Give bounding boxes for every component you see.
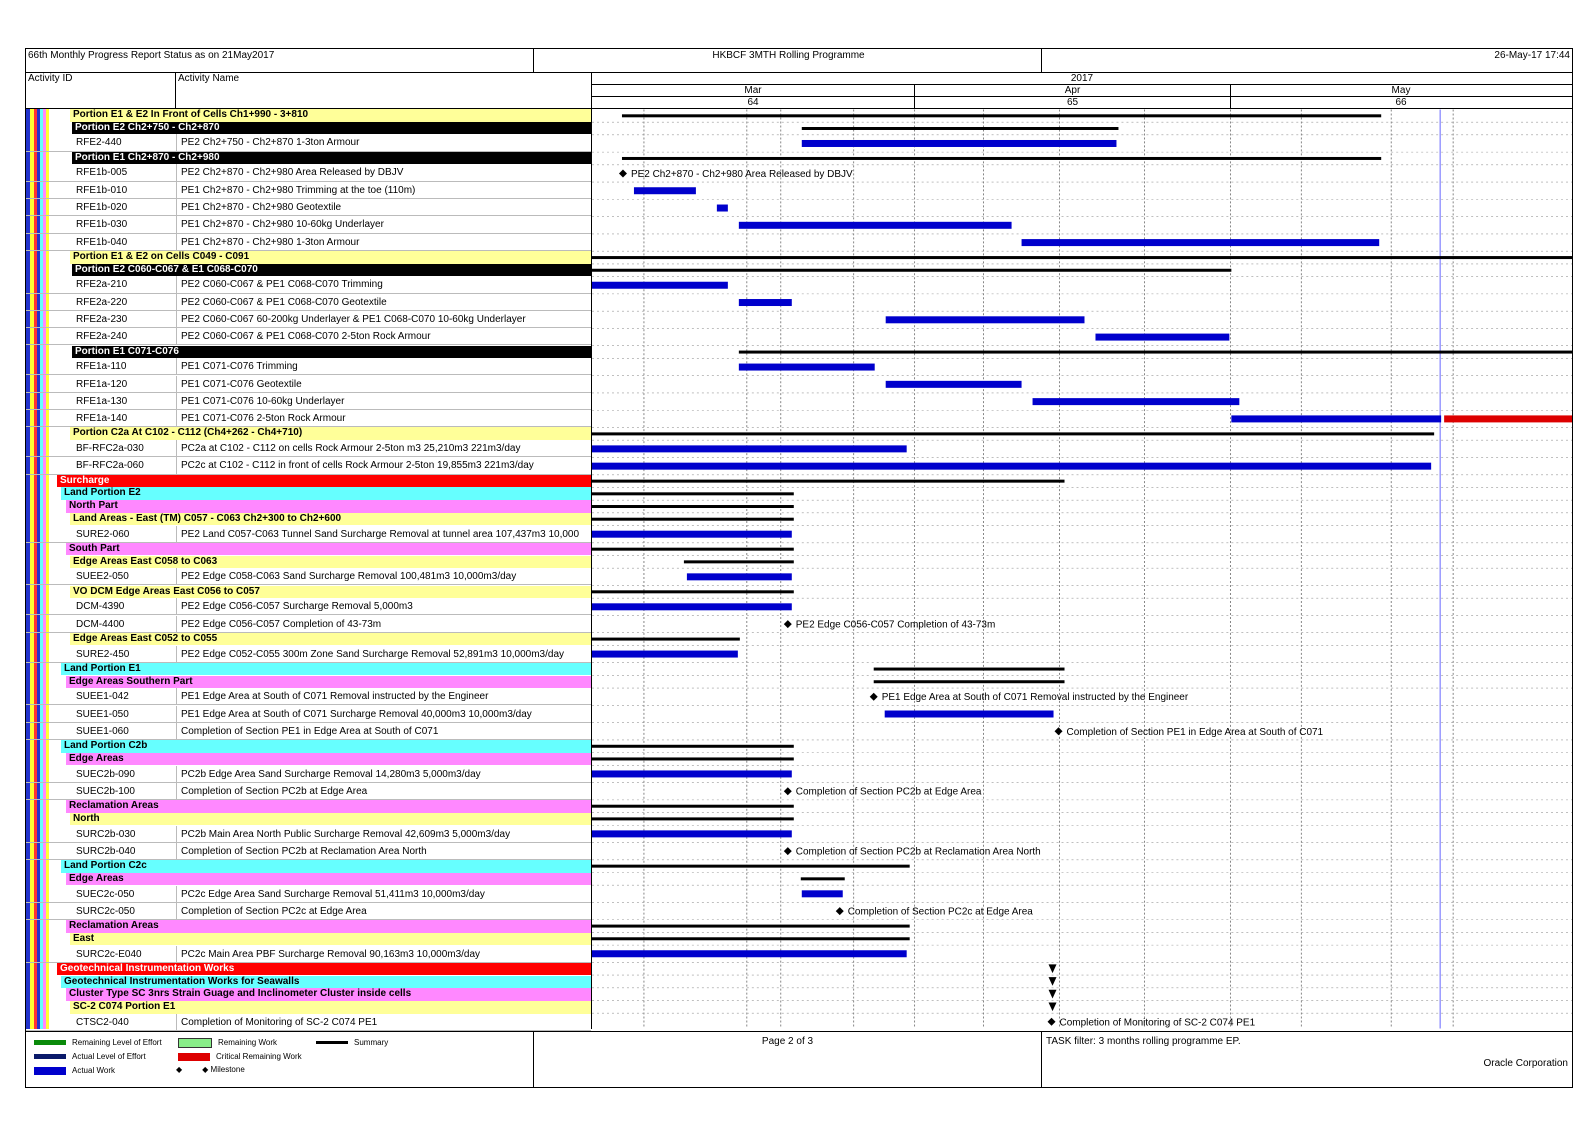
activity-bar [592, 830, 792, 837]
activity-name: PE2 Edge C056-C057 Surcharge Removal 5,000m3 [176, 598, 591, 615]
milestone-icon [784, 787, 792, 795]
wbs-band[interactable] [66, 500, 591, 513]
footer [26, 1031, 1572, 1088]
activity-row[interactable] [26, 358, 591, 375]
activity-name: PE2 Ch2+870 - Ch2+980 Area Released by DBJV [176, 164, 591, 181]
activity-id: RFE2a-220 [76, 296, 128, 308]
activity-row[interactable] [26, 311, 591, 328]
activity-id: RFE1b-010 [76, 184, 128, 196]
activity-id: SUEE1-060 [76, 725, 129, 737]
activity-row[interactable] [26, 646, 591, 663]
column-header [26, 73, 591, 109]
critical-bar [1444, 415, 1572, 422]
milestone-icon [1048, 1018, 1056, 1026]
activity-bar [592, 770, 792, 777]
wbs-band[interactable] [57, 963, 591, 976]
activity-row[interactable] [26, 903, 591, 920]
activity-id: SUEE2-050 [76, 571, 129, 583]
timescale-periods [592, 97, 1572, 109]
activity-id: SUEC2c-050 [76, 888, 135, 900]
activity-bar [592, 603, 792, 610]
wbs-band-label: Edge Areas [69, 752, 124, 764]
wbs-band[interactable] [70, 251, 591, 264]
wbs-band-label: Land Portion E2 [64, 487, 141, 499]
wbs-band-label: Land Portion C2b [64, 740, 148, 752]
summary-bar [622, 157, 1381, 160]
activity-row[interactable] [26, 946, 591, 963]
milestone-icon [784, 847, 792, 855]
wbs-band[interactable] [72, 264, 591, 277]
milestone-icon: ◆ ◆ [176, 1065, 211, 1074]
milestone-label: Completion of Section PC2b at Reclamation Area North [795, 846, 1041, 858]
activity-id: SURE2-060 [76, 528, 130, 540]
summary-bar [592, 269, 1231, 272]
summary-bar [801, 877, 845, 880]
year-label: 2017 [1070, 73, 1094, 84]
legend-remaining-loe: Remaining Level of Effort [34, 1038, 162, 1047]
activity-bar [886, 381, 1022, 388]
activity-id: RFE1b-030 [76, 219, 128, 231]
activity-name: PE2 Land C057-C063 Tunnel Sand Surcharge Removal at tunnel area 107,437m3 10,000 [176, 526, 591, 543]
milestone-icon [836, 907, 844, 915]
activity-bar [1022, 239, 1380, 246]
wbs-band[interactable] [70, 633, 591, 646]
activity-id: RFE2-440 [76, 137, 122, 149]
activity-id: RFE1a-130 [76, 395, 128, 407]
milestone-icon [619, 169, 627, 177]
activity-row[interactable] [26, 294, 591, 311]
summary-bar [622, 114, 1381, 117]
activity-id: DCM-4400 [76, 618, 125, 630]
wbs-band-label: North Part [69, 500, 118, 512]
actual-loe-swatch [34, 1054, 66, 1059]
wbs-band-label: Land Areas - East (TM) C057 - C063 Ch2+300 to Ch2+600 [73, 512, 342, 524]
wbs-band-label: Portion E1 Ch2+870 - Ch2+980 [75, 151, 220, 163]
period-65: 65 [915, 97, 1231, 109]
activity-row[interactable] [26, 199, 591, 216]
wbs-band[interactable] [57, 475, 591, 488]
wbs-band-label: Geotechnical Instrumentation Works for Seawalls [64, 975, 300, 987]
wbs-band-label: Geotechnical Instrumentation Works [60, 962, 235, 974]
activity-row[interactable] [26, 766, 591, 783]
activity-id: SURE2-450 [76, 648, 130, 660]
activity-row[interactable] [26, 134, 591, 151]
wbs-band[interactable] [72, 346, 591, 359]
milestone-label: Completion of Section PE1 in Edge Area at South of C071 [1066, 726, 1324, 738]
activity-id: RFE1a-110 [76, 361, 127, 373]
activity-name: PE2 Edge C058-C063 Sand Surcharge Removal 100,481m3 10,000m3/day [176, 568, 591, 585]
summary-bar [592, 805, 794, 808]
summary-bar [739, 351, 1572, 354]
activity-bar [687, 573, 792, 580]
report-page [25, 48, 1573, 1088]
wbs-band[interactable] [66, 873, 591, 886]
wbs-band[interactable] [61, 976, 591, 989]
milestone-icon [870, 693, 878, 701]
legend-actual-work: Actual Work [34, 1066, 115, 1075]
month-apr: Apr [915, 85, 1231, 97]
milestone-icon [784, 620, 792, 628]
activity-name: PE2 C060-C067 & PE1 C068-C070 Trimming [176, 276, 591, 293]
activity-id: CTSC2-040 [76, 1016, 129, 1028]
activity-name-header[interactable]: Activity Name [178, 73, 240, 84]
activity-name: PC2c Edge Area Sand Surcharge Removal 51,411m3 10,000m3/day [176, 886, 591, 903]
summary-bar [592, 432, 1434, 435]
wbs-band-label: Portion E1 & E2 on Cells C049 - C091 [73, 250, 250, 262]
activity-id-header[interactable]: Activity ID [26, 73, 176, 109]
activity-row[interactable] [26, 616, 591, 633]
wbs-band[interactable] [61, 487, 591, 500]
wbs-band[interactable] [66, 753, 591, 766]
wbs-band-label: Portion C2a At C102 - C112 (Ch4+262 - Ch4+710) [73, 427, 303, 439]
activity-id: RFE1b-040 [76, 236, 128, 248]
activity-bar [802, 140, 1117, 147]
wbs-band-label: VO DCM Edge Areas East C056 to C057 [73, 585, 260, 597]
wbs-band[interactable] [70, 513, 591, 526]
summary-bar [802, 127, 1119, 130]
activity-row[interactable] [26, 688, 591, 705]
activity-bar [592, 950, 907, 957]
activity-row[interactable] [26, 182, 591, 199]
activity-name: Completion of Section PC2c at Edge Area [176, 903, 591, 920]
activity-name: PE2 C060-C067 & PE1 C068-C070 2-5ton Rock Armour [176, 328, 591, 345]
wbs-band[interactable] [66, 800, 591, 813]
activity-name: PC2c Main Area PBF Surcharge Removal 90,163m3 10,000m3/day [176, 946, 591, 963]
activity-id: RFE2a-240 [76, 331, 128, 343]
wbs-band[interactable] [70, 813, 591, 826]
activity-bar [885, 711, 1054, 718]
activity-row[interactable] [26, 886, 591, 903]
wbs-band[interactable] [61, 663, 591, 676]
milestone-label: PE2 Ch2+870 - Ch2+980 Area Released by DBJV [630, 168, 853, 180]
summary-marker-icon [1049, 964, 1057, 973]
activity-id: SURC2c-050 [76, 905, 135, 917]
activity-row[interactable] [26, 826, 591, 843]
activity-name: PE1 Ch2+870 - Ch2+980 Geotextile [176, 199, 591, 216]
summary-bar [592, 518, 794, 521]
wbs-band[interactable] [70, 556, 591, 569]
summary-bar [592, 817, 794, 820]
milestone-label: Completion of Section PC2c at Edge Area [847, 906, 1033, 918]
activity-name: PE2 Edge C052-C055 300m Zone Sand Surcharge Removal 52,891m3 10,000m3/day [176, 646, 591, 663]
activity-name: PE2 C060-C067 & PE1 C068-C070 Geotextile [176, 294, 591, 311]
activity-id: SURC2c-E040 [76, 948, 142, 960]
activity-bar [802, 890, 843, 897]
page-number: Page 2 of 3 [534, 1032, 1042, 1088]
activity-row[interactable] [26, 164, 591, 181]
activity-id: BF-RFC2a-060 [76, 460, 144, 472]
period-66: 66 [1395, 97, 1407, 108]
activity-id: RFE2a-230 [76, 313, 128, 325]
activity-row[interactable] [26, 598, 591, 615]
milestone-label: PE2 Edge C056-C057 Completion of 43-73m [795, 619, 996, 631]
activity-id: SUEC2b-100 [76, 785, 135, 797]
activity-row[interactable] [26, 783, 591, 800]
activity-bar [592, 463, 1431, 470]
activity-bar [592, 445, 907, 452]
activity-bar [592, 531, 792, 538]
activity-row[interactable] [26, 843, 591, 860]
activity-id: SUEE1-050 [76, 708, 129, 720]
activity-bar [717, 205, 728, 212]
activity-id: SURC2b-040 [76, 845, 136, 857]
wbs-band[interactable] [70, 586, 591, 599]
wbs-band[interactable] [66, 543, 591, 556]
wbs-band[interactable] [66, 988, 591, 1001]
activity-row[interactable] [26, 1014, 591, 1031]
critical-swatch [178, 1053, 210, 1061]
wbs-band[interactable] [72, 152, 591, 165]
wbs-band-label: SC-2 C074 Portion E1 [73, 1000, 176, 1012]
activity-bar [1033, 398, 1240, 405]
legend-actual-loe: Actual Level of Effort [34, 1052, 146, 1061]
activity-row[interactable] [26, 376, 591, 393]
wbs-band-label: East [73, 932, 95, 944]
wbs-band-label: Land Portion E1 [64, 662, 141, 674]
activity-row[interactable] [26, 276, 591, 293]
activity-bar [739, 364, 875, 371]
summary-bar [592, 590, 794, 593]
legend-critical: Critical Remaining Work [178, 1052, 302, 1061]
activity-id: BF-RFC2a-030 [76, 443, 144, 455]
activity-row[interactable] [26, 328, 591, 345]
activity-bar [739, 299, 792, 306]
wbs-band-label: Edge Areas [69, 872, 124, 884]
wbs-band[interactable] [70, 933, 591, 946]
wbs-band[interactable] [61, 740, 591, 753]
activity-id: SUEC2b-090 [76, 768, 135, 780]
activity-row[interactable] [26, 568, 591, 585]
wbs-band-label: Land Portion C2c [64, 860, 147, 872]
activity-id: DCM-4390 [76, 601, 125, 613]
wbs-band-label: Portion E2 Ch2+750 - Ch2+870 [75, 121, 220, 133]
report-date: 26-May-17 17:44 [1042, 49, 1572, 73]
legend [26, 1032, 534, 1088]
milestone-icon [1055, 727, 1063, 735]
wbs-band[interactable] [70, 1001, 591, 1014]
activity-name: PC2a at C102 - C112 on cells Rock Armour 2-5ton m3 25,210m3 221m3/day [176, 440, 591, 457]
summary-bar [592, 937, 910, 940]
activity-id: RFE2a-210 [76, 279, 128, 291]
summary-bar [592, 745, 794, 748]
activity-id: SURC2b-030 [76, 828, 136, 840]
programme-title: HKBCF 3MTH Rolling Programme [534, 49, 1042, 73]
timescale-year [592, 73, 1572, 85]
report-title: 66th Monthly Progress Report Status as on 21May2017 [26, 49, 534, 73]
wbs-band[interactable] [66, 920, 591, 933]
activity-id: RFE1a-140 [76, 413, 128, 425]
activity-row[interactable] [26, 440, 591, 457]
summary-bar [592, 505, 794, 508]
gantt-chart [591, 109, 1572, 1029]
summary-bar [592, 925, 910, 928]
legend-summary: Summary [316, 1038, 388, 1047]
footer-right [1042, 1032, 1572, 1088]
wbs-band[interactable] [70, 427, 591, 440]
wbs-band-label: Cluster Type SC 3nrs Strain Guage and Inclinometer Cluster inside cells [69, 988, 412, 1000]
activity-bar [886, 316, 1085, 323]
activity-name: PE2 Ch2+750 - Ch2+870 1-3ton Armour [176, 134, 591, 151]
activity-id: RFE1b-020 [76, 202, 128, 213]
activity-id: RFE1a-120 [76, 378, 128, 390]
activity-bar [1231, 415, 1441, 422]
summary-swatch [316, 1041, 348, 1044]
activity-name: PC2b Edge Area Sand Surcharge Removal 14,280m3 5,000m3/day [176, 766, 591, 783]
activity-name: PE1 C071-C076 10-60kg Underlayer [176, 393, 591, 410]
legend-remaining-work: Remaining Work [178, 1038, 277, 1048]
activity-row[interactable] [26, 216, 591, 233]
activity-name: PE1 Ch2+870 - Ch2+980 10-60kg Underlayer [176, 216, 591, 233]
wbs-band-label: Reclamation Areas [69, 920, 159, 932]
wbs-band-label: Portion E1 & E2 In Front of Cells Ch1+990 - 3+810 [73, 109, 309, 120]
activity-name: Completion of Monitoring of SC-2 C074 PE1 [176, 1014, 591, 1031]
activity-name: PE2 C060-C067 60-200kg Underlayer & PE1 C068-C070 10-60kg Underlayer [176, 311, 591, 328]
activity-bar [592, 651, 738, 658]
wbs-band[interactable] [72, 122, 591, 135]
activity-row[interactable] [26, 526, 591, 543]
wbs-band-label: Portion E2 C060-C067 & E1 C068-C070 [75, 263, 258, 275]
summary-marker-icon [1049, 977, 1057, 986]
activity-name: PE1 Ch2+870 - Ch2+980 1-3ton Armour [176, 234, 591, 251]
legend-milestone: ◆ ◆ Milestone [176, 1065, 245, 1074]
activity-name: PE1 C071-C076 2-5ton Rock Armour [176, 410, 591, 427]
remaining-loe-swatch [34, 1040, 66, 1045]
activity-row[interactable] [26, 457, 591, 474]
activity-name: Completion of Section PE1 in Edge Area at South of C071 [176, 723, 591, 740]
activity-id: RFE1b-005 [76, 167, 128, 179]
summary-bar [592, 256, 1572, 259]
activity-name: PE2 Edge C056-C057 Completion of 43-73m [176, 616, 591, 633]
activity-name: PE1 Ch2+870 - Ch2+980 Trimming at the toe (110m) [176, 182, 591, 199]
milestone-label: PE1 Edge Area at South of C071 Removal instructed by the Engineer [881, 692, 1189, 704]
wbs-band-label: Reclamation Areas [69, 800, 159, 812]
summary-bar [592, 548, 794, 551]
summary-bar [592, 492, 794, 495]
activity-name: PE1 C071-C076 Geotextile [176, 376, 591, 393]
actual-work-swatch [34, 1067, 66, 1075]
milestone-label: Completion of Monitoring of SC-2 C074 PE1 [1059, 1017, 1256, 1029]
summary-bar [684, 560, 794, 563]
wbs-band-label: Edge Areas Southern Part [69, 675, 193, 687]
wbs-band[interactable] [70, 109, 591, 122]
summary-bar [592, 865, 910, 868]
activity-name: PE1 C071-C076 Trimming [176, 358, 591, 375]
wbs-band-label: Surcharge [60, 474, 110, 486]
remaining-work-swatch [178, 1038, 212, 1048]
activity-row[interactable] [26, 706, 591, 723]
activity-row[interactable] [26, 234, 591, 251]
summary-bar [874, 668, 1065, 671]
activity-name: Completion of Section PC2b at Reclamation Area North [176, 843, 591, 860]
wbs-band[interactable] [66, 676, 591, 689]
activity-name: PE1 Edge Area at South of C071 Removal instructed by the Engineer [176, 688, 591, 705]
wbs-band-label: South Part [69, 542, 120, 554]
period-64: 64 [592, 97, 915, 109]
activity-id: SUEE1-042 [76, 691, 129, 703]
activity-bar [592, 282, 728, 289]
activity-name: PE1 Edge Area at South of C071 Surcharge Removal 40,000m3 10,000m3/day [176, 706, 591, 723]
wbs-band-label: Portion E1 C071-C076 [75, 345, 179, 357]
summary-bar [874, 680, 1065, 683]
month-may: May [1391, 85, 1411, 96]
activity-name: PC2b Main Area North Public Surcharge Removal 42,609m3 5,000m3/day [176, 826, 591, 843]
task-filter: TASK filter: 3 months rolling programme EP. [1046, 1036, 1241, 1047]
activity-row[interactable] [26, 410, 591, 427]
activity-bar [1095, 334, 1229, 341]
activity-row[interactable] [26, 393, 591, 410]
summary-bar [592, 638, 740, 641]
company-name: Oracle Corporation [1483, 1058, 1568, 1069]
activity-row[interactable] [26, 723, 591, 740]
activity-name: Completion of Section PC2b at Edge Area [176, 783, 591, 800]
timescale-months [592, 85, 1572, 97]
summary-bar [592, 480, 1065, 483]
wbs-band-label: Edge Areas East C052 to C055 [73, 632, 218, 644]
timescale [591, 73, 1572, 109]
activity-name: PC2c at C102 - C112 in front of cells Rock Armour 2-5ton 19,855m3 221m3/day [176, 457, 591, 474]
month-mar: Mar [592, 85, 915, 97]
summary-marker-icon [1049, 1002, 1057, 1011]
milestone-label: Completion of Section PC2b at Edge Area [795, 786, 982, 798]
wbs-band[interactable] [61, 860, 591, 873]
summary-bar [592, 757, 794, 760]
wbs-band-label: North [73, 812, 100, 824]
wbs-band-label: Edge Areas East C058 to C063 [73, 555, 218, 567]
activity-bar [739, 222, 1012, 229]
activity-bar [634, 187, 696, 194]
summary-marker-icon [1049, 990, 1057, 999]
